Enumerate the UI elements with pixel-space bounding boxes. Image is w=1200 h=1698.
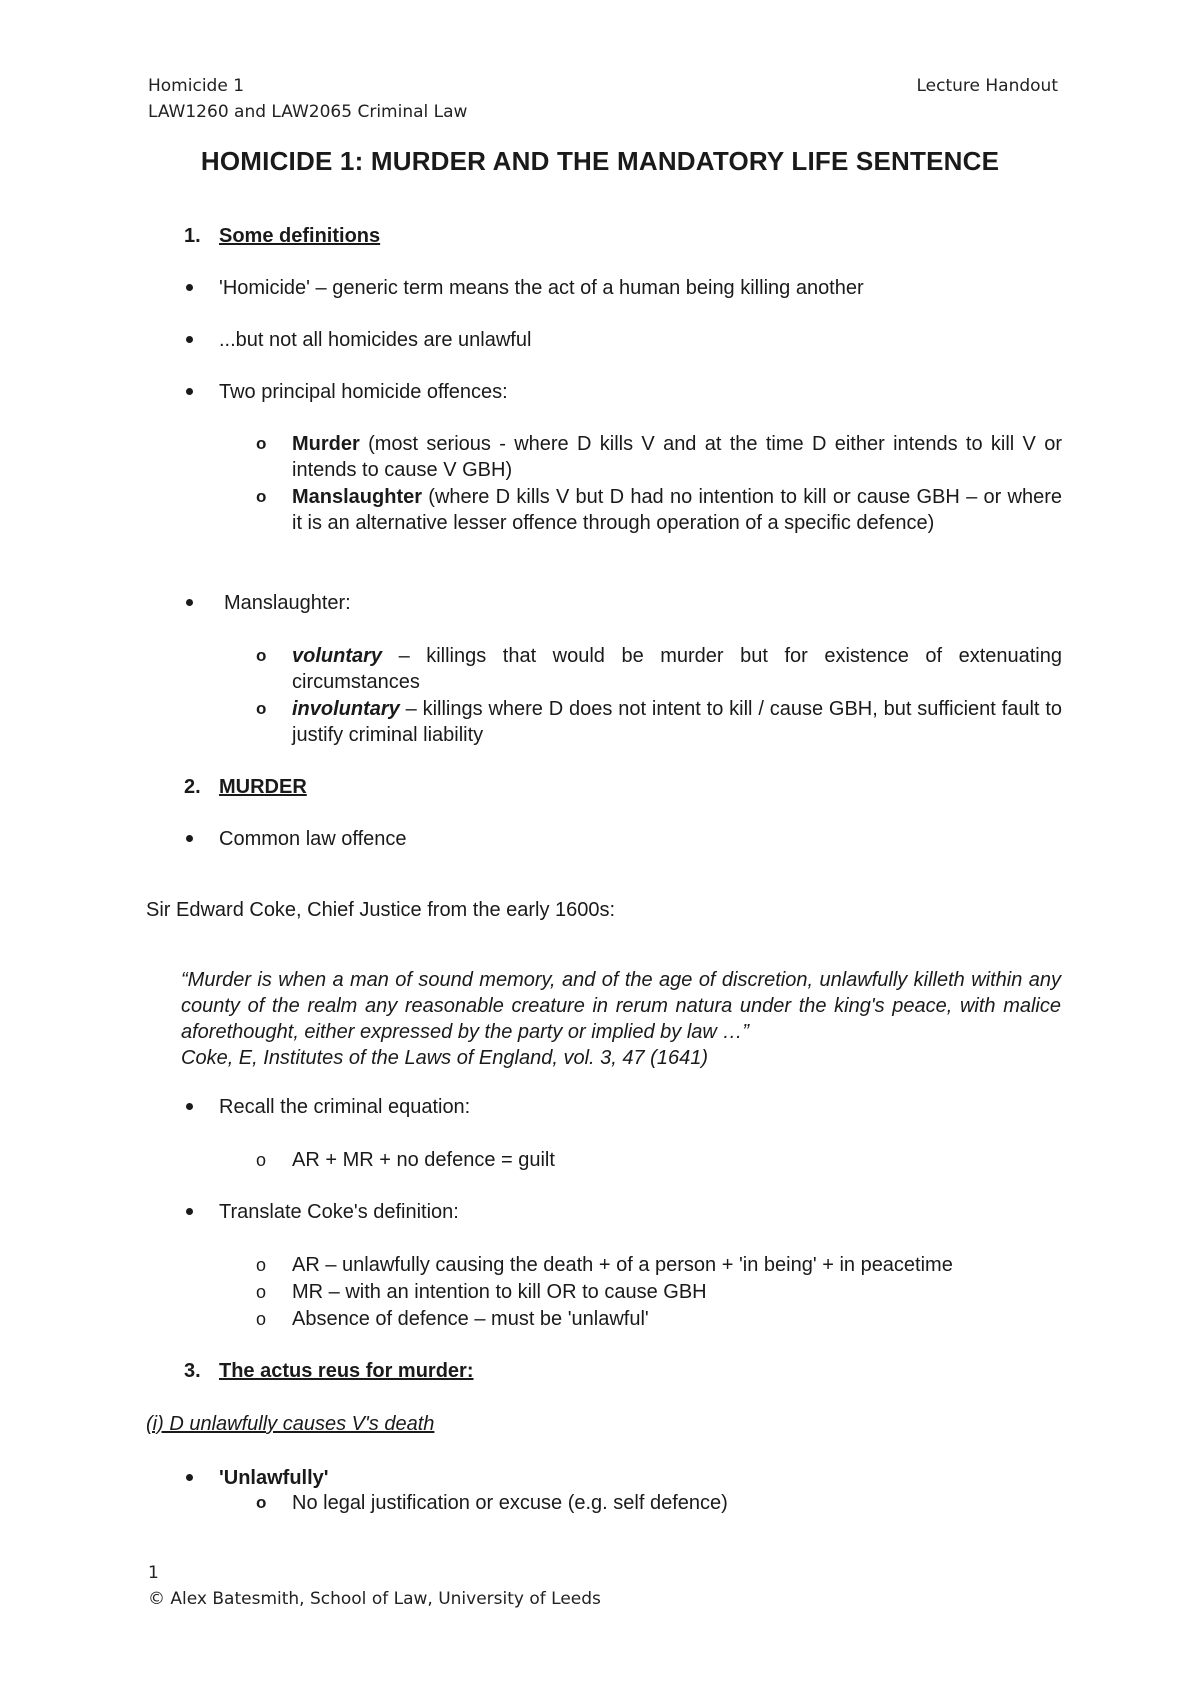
- term-involuntary: involuntary: [292, 698, 400, 720]
- sub-item-equation: [256, 1147, 1062, 1173]
- circle-o-icon: o: [256, 1493, 267, 1512]
- bullet-text: Two principal homicide offences:: [219, 381, 508, 403]
- section-number: 1.: [184, 225, 201, 247]
- bullet-text: 'Unlawfully': [219, 1467, 329, 1489]
- bullet-dot-icon: [186, 1103, 193, 1110]
- bullet-text: Manslaughter:: [224, 592, 351, 614]
- section-label: Some definitions: [219, 225, 381, 247]
- sub-text: (most serious - where D kills V and at the time D either intends to kill V or intends to cause V GBH): [292, 433, 1062, 481]
- sub-text: AR – unlawfully causing the death + of a person + 'in being' + in peacetime: [292, 1254, 953, 1276]
- sub-item-no-legal: [256, 1490, 1062, 1516]
- bullet-text: 'Homicide' – generic term means the act of a human being killing another: [219, 277, 864, 299]
- bullet-dot-icon: [186, 336, 193, 343]
- sub-item-manslaughter: [256, 484, 1062, 536]
- header-right-title: Lecture Handout: [916, 76, 1058, 96]
- sub-item-murder: [256, 431, 1062, 483]
- sub-text: (where D kills V but D had no intention to kill or cause GBH – or where it is an alternative lesser offence through operation of a specific defence): [292, 486, 1062, 534]
- circle-o-icon: o: [256, 699, 267, 718]
- coke-quote: [181, 967, 1061, 1071]
- circle-o-icon: o: [256, 487, 267, 506]
- page-number: 1: [148, 1563, 159, 1583]
- sub-heading-unlawful-death: (i) D unlawfully causes V's death: [146, 1413, 435, 1435]
- bullet-text: Recall the criminal equation:: [219, 1096, 471, 1118]
- bullet-text: Translate Coke's definition:: [219, 1201, 459, 1223]
- quote-citation: Coke, E, Institutes of the Laws of England, vol. 3, 47 (1641): [181, 1047, 708, 1069]
- circle-o-icon: o: [256, 1282, 267, 1302]
- sub-text: – killings that would be murder but for existence of extenuating circumstances: [292, 645, 1062, 693]
- term-manslaughter: Manslaughter: [292, 486, 423, 508]
- sub-item-involuntary: [256, 696, 1062, 748]
- circle-o-icon: o: [256, 434, 267, 453]
- bullet-text: Common law offence: [219, 828, 407, 850]
- sub-item-absence: [256, 1306, 1062, 1332]
- section-label: The actus reus for murder:: [219, 1360, 474, 1382]
- bullet-dot-icon: [186, 1474, 193, 1481]
- footer-copyright: © Alex Batesmith, School of Law, University of Leeds: [148, 1589, 601, 1609]
- bullet-dot-icon: [186, 284, 193, 291]
- term-voluntary: voluntary: [292, 645, 383, 667]
- circle-o-icon: o: [256, 1309, 267, 1329]
- sub-text: AR + MR + no defence = guilt: [292, 1149, 555, 1171]
- sub-text: No legal justification or excuse (e.g. self defence): [292, 1492, 728, 1514]
- bullet-text: ...but not all homicides are unlawful: [219, 329, 532, 351]
- bullet-dot-icon: [186, 1208, 193, 1215]
- quote-text: “Murder is when a man of sound memory, and of the age of discretion, unlawfully killeth within any county of the realm any reasonable creature in rerum natura under the king's peace, with malice aforethought, either expressed by the party or implied by law …”: [181, 969, 1061, 1043]
- bullet-dot-icon: [186, 835, 193, 842]
- header-course: LAW1260 and LAW2065 Criminal Law: [148, 102, 468, 122]
- section-number: 2.: [184, 776, 201, 798]
- sub-text: Absence of defence – must be 'unlawful': [292, 1308, 649, 1330]
- section-label: MURDER: [219, 776, 307, 798]
- coke-intro: Sir Edward Coke, Chief Justice from the early 1600s:: [146, 899, 616, 921]
- sub-item-voluntary: [256, 643, 1062, 695]
- bullet-dot-icon: [186, 388, 193, 395]
- section-number: 3.: [184, 1360, 201, 1382]
- page-title: HOMICIDE 1: MURDER AND THE MANDATORY LIFE SENTENCE: [200, 146, 1000, 176]
- circle-o-icon: o: [256, 646, 267, 665]
- sub-text: – killings where D does not intent to kill / cause GBH, but sufficient fault to justify criminal liability: [292, 698, 1062, 746]
- sub-text: MR – with an intention to kill OR to cause GBH: [292, 1281, 707, 1303]
- sub-item-ar: [256, 1252, 1062, 1278]
- bullet-dot-icon: [186, 599, 193, 606]
- circle-o-icon: o: [256, 1255, 267, 1275]
- sub-item-mr: [256, 1279, 1062, 1305]
- term-murder: Murder: [292, 433, 360, 455]
- header-left-title: Homicide 1: [148, 76, 245, 96]
- circle-o-icon: o: [256, 1150, 267, 1170]
